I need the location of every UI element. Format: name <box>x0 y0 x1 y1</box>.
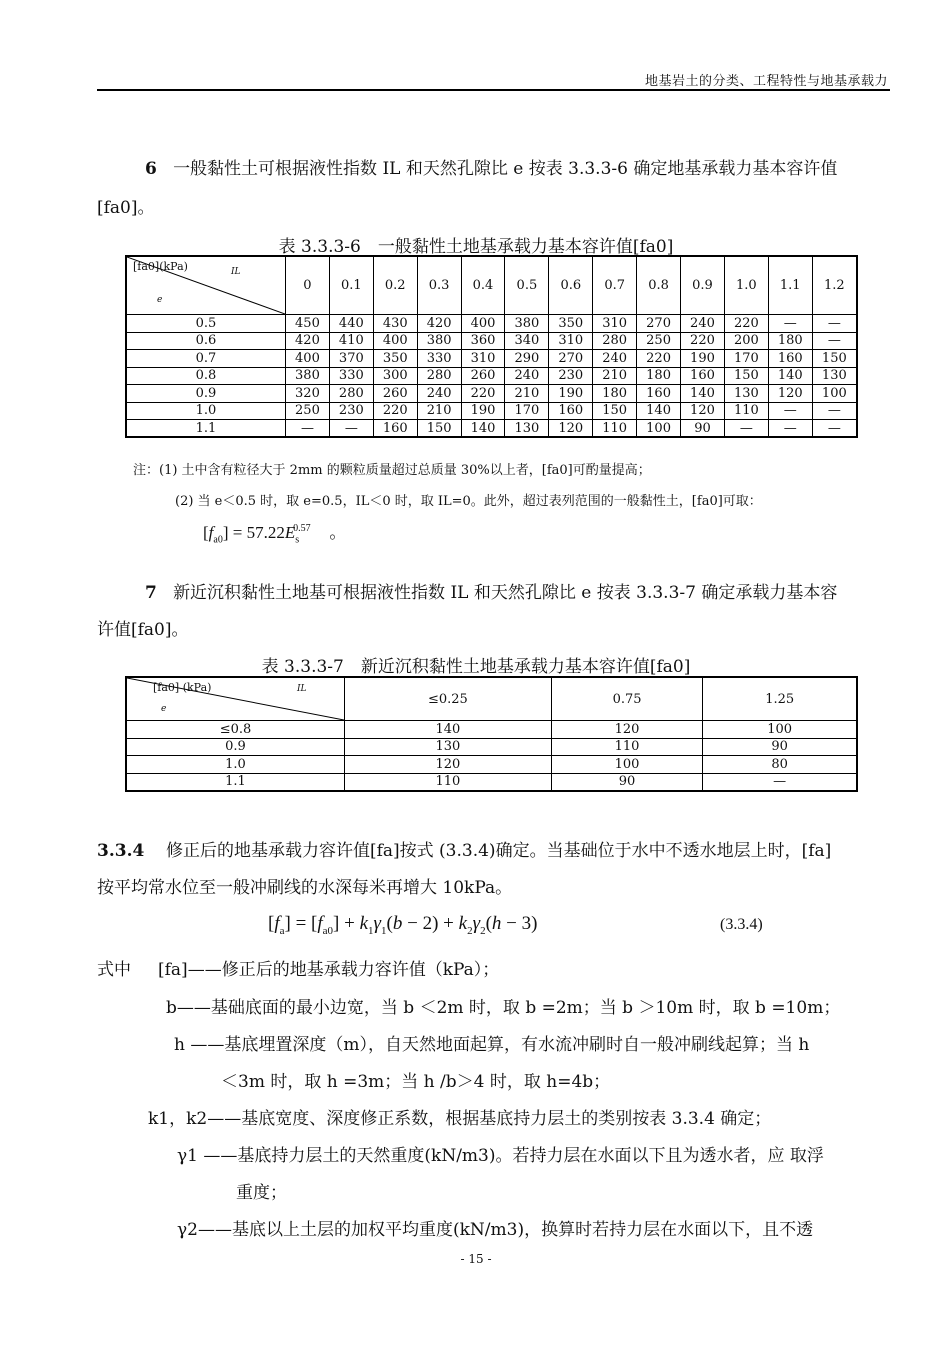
corner-unit-label: [fa0] (kPa) <box>153 681 212 694</box>
table-cell: 90 <box>551 773 703 791</box>
table-cell: 220 <box>373 402 417 420</box>
table-row <box>126 402 857 420</box>
table-cell: 120 <box>768 385 812 403</box>
table-cell: 140 <box>768 367 812 385</box>
column-header: 0.75 <box>551 677 703 721</box>
column-header: 1.1 <box>768 256 812 315</box>
table-cell: 230 <box>329 402 373 420</box>
table-cell: 270 <box>637 315 681 333</box>
table-6-caption: 表 3.3.3-6 一般黏性土地基承载力基本容许值[fa0] <box>278 237 674 257</box>
definition-h: h ——基底埋置深度（m），自天然地面起算，有水流冲刷时自一般冲刷线起算；当 h <box>174 1035 810 1055</box>
row-header-e: 0.9 <box>126 738 345 756</box>
table-cell: 220 <box>461 385 505 403</box>
column-header: 1.25 <box>703 677 857 721</box>
table-3-3-3-6 <box>125 255 858 438</box>
table-cell: 350 <box>373 350 417 368</box>
table-cell: 160 <box>549 402 593 420</box>
column-header: 1.0 <box>724 256 768 315</box>
table-cell: 400 <box>461 315 505 333</box>
table-cell: 160 <box>637 385 681 403</box>
table-cell: 410 <box>329 332 373 350</box>
table-cell: 240 <box>417 385 461 403</box>
table-cell: 80 <box>703 756 857 774</box>
table-cell: 110 <box>724 402 768 420</box>
table-cell: 150 <box>812 350 857 368</box>
clause-7-text: 新近沉积黏性土地基可根据液性指数 IL 和天然孔隙比 e 按表 3.3.3-7 确定承载力基本容 <box>173 583 838 603</box>
section-text-cont: 按平均常水位至一般冲刷线的水深每米再增大 10kPa。 <box>97 878 513 898</box>
table-cell: 140 <box>637 402 681 420</box>
definition-h-cont: ＜3m 时，取 h =3m；当 h /b＞4 时，取 h=4b； <box>221 1072 611 1092</box>
row-header-e: 1.0 <box>126 402 286 420</box>
table-cell: 150 <box>593 402 637 420</box>
table-row <box>126 756 857 774</box>
table-cell: 120 <box>551 721 703 739</box>
table-cell: — <box>812 402 857 420</box>
table-cell: 180 <box>637 367 681 385</box>
table-cell: 170 <box>724 350 768 368</box>
table-cell: 430 <box>373 315 417 333</box>
row-header-e: 1.1 <box>126 420 286 438</box>
corner-row-label: e <box>157 295 163 305</box>
column-header: 0.7 <box>593 256 637 315</box>
section-text: 修正后的地基承载力容许值[fa]按式 (3.3.4)确定。当基础位于水中不透水地层上时，[fa] <box>165 841 832 861</box>
definition-gamma1-cont: 重度； <box>236 1183 287 1203</box>
table-cell: 210 <box>417 402 461 420</box>
table-cell: 220 <box>724 315 768 333</box>
table-cell: 160 <box>373 420 417 438</box>
table-row <box>126 738 857 756</box>
table-cell: 90 <box>681 420 725 438</box>
table-cell: 310 <box>461 350 505 368</box>
table-cell: — <box>768 420 812 438</box>
table-cell: 120 <box>345 756 552 774</box>
table-cell: — <box>286 420 330 438</box>
table-cell: — <box>812 315 857 333</box>
table-cell: 100 <box>637 420 681 438</box>
table-cell: — <box>703 773 857 791</box>
table-cell: 450 <box>286 315 330 333</box>
table-cell: 250 <box>286 402 330 420</box>
table-cell: 300 <box>373 367 417 385</box>
table-cell: 110 <box>593 420 637 438</box>
table-cell: 160 <box>768 350 812 368</box>
table-row <box>126 350 857 368</box>
table-cell: 170 <box>505 402 549 420</box>
table-7-caption: 表 3.3.3-7 新近沉积黏性土地基承载力基本容许值[fa0] <box>261 657 691 677</box>
table-cell: 260 <box>373 385 417 403</box>
section-number: 3.3.4 <box>97 841 145 861</box>
corner-col-label: IL <box>231 267 241 277</box>
clause-6-text: 一般黏性土可根据液性指数 IL 和天然孔隙比 e 按表 3.3.3-6 确定地基承载力基本容许值 <box>173 159 838 179</box>
table-cell: 280 <box>329 385 373 403</box>
table-row <box>126 773 857 791</box>
table-cell: 130 <box>345 738 552 756</box>
table-cell: 310 <box>593 315 637 333</box>
table-cell: 130 <box>505 420 549 438</box>
table-row <box>126 367 857 385</box>
clause-7-paragraph <box>145 578 890 608</box>
column-header: 0.9 <box>681 256 725 315</box>
table-cell: — <box>768 402 812 420</box>
table-cell: 370 <box>329 350 373 368</box>
row-header-e: 1.0 <box>126 756 345 774</box>
table-6-corner-cell <box>126 256 286 315</box>
table-row <box>126 332 857 350</box>
table-cell: 240 <box>505 367 549 385</box>
table-cell: — <box>329 420 373 438</box>
table-cell: 190 <box>549 385 593 403</box>
table-cell: 120 <box>681 402 725 420</box>
table-cell: 380 <box>505 315 549 333</box>
table-cell: — <box>812 332 857 350</box>
table-cell: — <box>724 420 768 438</box>
formula-number: (3.3.4) <box>720 916 763 933</box>
table-cell: 130 <box>812 367 857 385</box>
table-cell: 280 <box>593 332 637 350</box>
column-header: 0.8 <box>637 256 681 315</box>
table-cell: 380 <box>286 367 330 385</box>
table-cell: 150 <box>724 367 768 385</box>
table-cell: 310 <box>549 332 593 350</box>
clause-6-paragraph <box>145 154 890 184</box>
table-row <box>126 315 857 333</box>
table-cell: 330 <box>417 350 461 368</box>
table-cell: — <box>768 315 812 333</box>
column-header: 0 <box>286 256 330 315</box>
table-cell: 440 <box>329 315 373 333</box>
table-cell: 130 <box>724 385 768 403</box>
row-header-e: 0.7 <box>126 350 286 368</box>
column-header: 0.3 <box>417 256 461 315</box>
table-cell: 320 <box>286 385 330 403</box>
table-row <box>126 385 857 403</box>
definition-gamma1: γ1 ——基底持力层土的天然重度(kN/m3)。若持力层在水面以下且为透水者，应 取浮 <box>177 1146 824 1166</box>
table-cell: 210 <box>593 367 637 385</box>
table-cell: 420 <box>417 315 461 333</box>
column-header: 0.6 <box>549 256 593 315</box>
table-cell: 270 <box>549 350 593 368</box>
corner-unit-label: [fa0](kPa) <box>133 260 188 273</box>
row-header-e: 0.6 <box>126 332 286 350</box>
corner-col-label: IL <box>297 684 307 694</box>
table-cell: 260 <box>461 367 505 385</box>
row-header-e: 0.5 <box>126 315 286 333</box>
table-cell: 100 <box>812 385 857 403</box>
section-3-3-4-paragraph <box>97 836 890 866</box>
note-formula: $[f_{a0}] = 57.22E_s^{0.57}$ 。 <box>203 523 347 546</box>
table-cell: 140 <box>461 420 505 438</box>
table-cell: 100 <box>703 721 857 739</box>
corner-row-label: e <box>161 704 167 714</box>
page-number: - 15 - <box>460 1252 492 1266</box>
definition-fa: [fa]——修正后的地基承载力容许值（kPa）； <box>158 960 500 980</box>
table-cell: 110 <box>551 738 703 756</box>
table-6-note-1: 注：(1) 土中含有粒径大于 2mm 的颗粒质量超过总质量 30%以上者，[fa0]可酌量提高； <box>133 463 651 478</box>
clause-6-text-cont: [fa0]。 <box>97 198 155 218</box>
table-cell: 90 <box>703 738 857 756</box>
table-cell: 240 <box>593 350 637 368</box>
table-cell: 210 <box>505 385 549 403</box>
column-header: 0.4 <box>461 256 505 315</box>
table-cell: 280 <box>417 367 461 385</box>
clause-7-text-cont: 许值[fa0]。 <box>97 620 189 640</box>
running-header: 地基岩土的分类、工程特性与地基承载力 <box>644 74 888 89</box>
table-cell: 110 <box>345 773 552 791</box>
column-header: 0.5 <box>505 256 549 315</box>
table-cell: 230 <box>549 367 593 385</box>
table-cell: 400 <box>286 350 330 368</box>
column-header: 1.2 <box>812 256 857 315</box>
definition-b: b——基础底面的最小边宽，当 b ＜2m 时，取 b =2m；当 b ＞10m 时，取 b =10m； <box>166 998 841 1018</box>
table-cell: 350 <box>549 315 593 333</box>
row-header-e: ≤0.8 <box>126 721 345 739</box>
table-cell: 100 <box>551 756 703 774</box>
table-6-note-2: (2) 当 e＜0.5 时，取 e=0.5，IL＜0 时，取 IL=0。此外，超过表列范围的一般黏性土，[fa0]可取： <box>175 494 762 509</box>
column-header: ≤0.25 <box>345 677 552 721</box>
table-cell: 140 <box>345 721 552 739</box>
table-cell: 180 <box>768 332 812 350</box>
table-cell: — <box>812 420 857 438</box>
table-cell: 220 <box>637 350 681 368</box>
column-header: 0.2 <box>373 256 417 315</box>
table-cell: 120 <box>549 420 593 438</box>
table-cell: 220 <box>681 332 725 350</box>
table-row <box>126 721 857 739</box>
row-header-e: 0.8 <box>126 367 286 385</box>
definition-k: k1，k2——基底宽度、深度修正系数，根据基底持力层土的类别按表 3.3.4 确定； <box>148 1109 772 1129</box>
clause-7-number: 7 <box>145 583 157 603</box>
table-cell: 150 <box>417 420 461 438</box>
table-row <box>126 420 857 438</box>
table-cell: 160 <box>681 367 725 385</box>
table-cell: 360 <box>461 332 505 350</box>
table-cell: 380 <box>417 332 461 350</box>
table-7-corner-cell <box>126 677 345 721</box>
row-header-e: 1.1 <box>126 773 345 791</box>
row-header-e: 0.9 <box>126 385 286 403</box>
table-cell: 240 <box>681 315 725 333</box>
table-cell: 190 <box>681 350 725 368</box>
definitions-lead: 式中 <box>97 960 131 980</box>
clause-6-number: 6 <box>145 159 157 179</box>
formula-3-3-4: $[f_a] = [f_{a0}] + k_1\gamma_1(b - 2) + k_2\gamma_2(h - 3)$ <box>268 913 538 937</box>
table-cell: 180 <box>593 385 637 403</box>
table-cell: 190 <box>461 402 505 420</box>
table-cell: 330 <box>329 367 373 385</box>
definition-gamma2: γ2——基底以上土层的加权平均重度(kN/m3)，换算时若持力层在水面以下，且不透 <box>177 1220 814 1240</box>
table-cell: 400 <box>373 332 417 350</box>
column-header: 0.1 <box>329 256 373 315</box>
table-3-3-3-7 <box>125 676 858 792</box>
table-cell: 200 <box>724 332 768 350</box>
table-cell: 420 <box>286 332 330 350</box>
table-cell: 290 <box>505 350 549 368</box>
header-rule <box>97 89 890 91</box>
table-cell: 340 <box>505 332 549 350</box>
table-cell: 250 <box>637 332 681 350</box>
table-cell: 140 <box>681 385 725 403</box>
